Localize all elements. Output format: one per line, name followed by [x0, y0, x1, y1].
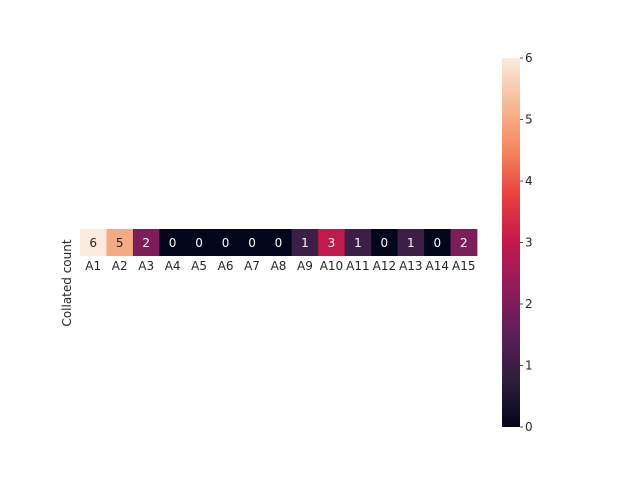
- colorbar-tick-label: 2: [525, 297, 533, 311]
- heatmap-cells: [80, 229, 477, 256]
- colorbar-tick-label: 1: [525, 358, 533, 373]
- colorbar-tick-label: 5: [525, 112, 533, 127]
- x-tick-label: A12: [372, 259, 397, 273]
- cell-value-label: 1: [354, 236, 362, 250]
- x-tick-labels: [85, 259, 475, 273]
- cell-value-label: 0: [221, 236, 230, 250]
- cell-value-label: 0: [168, 236, 177, 250]
- x-tick-label: A14: [425, 259, 450, 273]
- cell-value-label: 2: [459, 236, 468, 250]
- x-tick-label: A2: [111, 259, 128, 273]
- x-tick-label: A11: [346, 259, 370, 273]
- x-tick-label: A3: [138, 259, 155, 273]
- cell-value-label: 0: [195, 236, 203, 250]
- cell-value-label: 1: [301, 236, 309, 250]
- colorbar-tick-label: 6: [525, 51, 533, 65]
- x-tick-label: A1: [85, 259, 102, 273]
- x-tick-label: A5: [191, 259, 208, 273]
- cell-value-label: 0: [380, 236, 389, 250]
- x-tick-label: A9: [297, 259, 313, 273]
- x-tick-label: A15: [452, 259, 476, 273]
- colorbar-tick-label: 4: [525, 174, 533, 188]
- x-tick-label: A7: [244, 259, 260, 273]
- cell-value-label: 5: [115, 236, 124, 250]
- colorbar-gradient: [502, 58, 520, 427]
- cell-value-label: 6: [89, 236, 98, 250]
- colorbar: [502, 51, 533, 434]
- cell-value-label: 0: [274, 236, 283, 250]
- x-tick-label: A13: [399, 259, 423, 273]
- colorbar-ticks: [520, 51, 533, 434]
- x-tick-label: A4: [164, 259, 181, 273]
- cell-value-label: 3: [327, 236, 336, 250]
- y-axis-label: Collated count: [60, 239, 74, 327]
- cell-value-label: 0: [433, 236, 442, 250]
- x-tick-label: A10: [319, 259, 344, 273]
- colorbar-tick-label: 3: [525, 235, 533, 250]
- cell-value-label: 0: [248, 236, 256, 250]
- colorbar-tick-label: 0: [525, 420, 533, 434]
- cell-value-label: 1: [407, 236, 415, 250]
- cell-value-label: 2: [142, 236, 150, 250]
- x-tick-label: A6: [217, 259, 234, 273]
- x-tick-label: A8: [270, 259, 287, 273]
